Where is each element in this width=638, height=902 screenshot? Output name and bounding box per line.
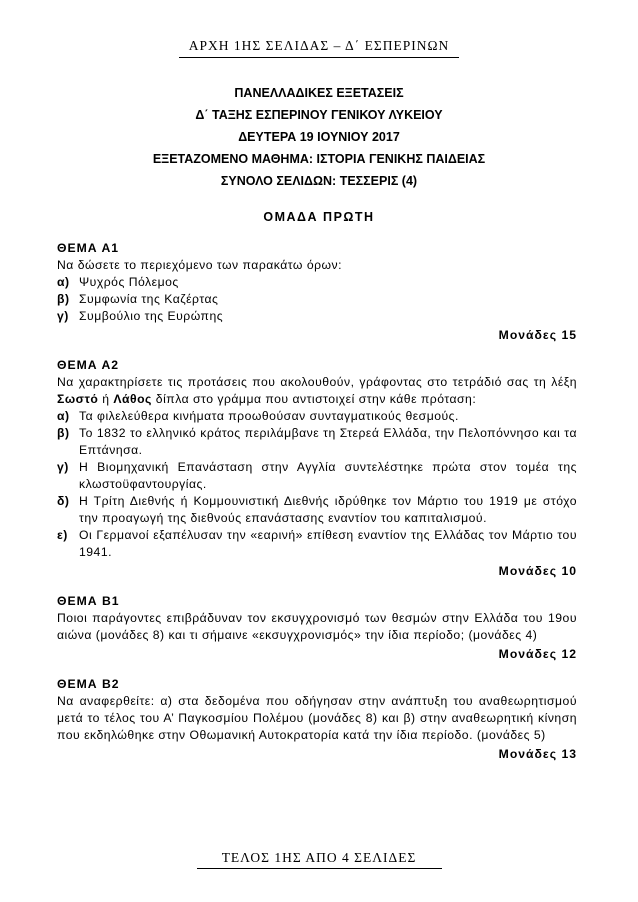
list-item xyxy=(57,527,577,561)
theme-text: Να αναφερθείτε: α) στα δεδομένα που οδήγησαν στην ανάπτυξη του αναθεωρητισμού μετά το τέλος του Α’ Παγκοσμίου Πολέμου (μονάδες 8) και β) στην αναθεωρητική κίνηση που εκδηλώθηκε στην Οθωμανική Αυτοκρατορία κατά την ίδια περίοδο. (μονάδες 5) xyxy=(57,694,577,742)
item-text: Συμφωνία της Καζέρτας xyxy=(79,292,219,306)
theme-text: Ποιοι παράγοντες επιβράδυναν τον εκσυγχρονισμό των θεσμών στην Ελλάδα του 19ου αιώνα (μονάδες 8) και τι σήμαινε «εκσυγχρονισμός» την ίδια περίοδο; (μονάδες 4) xyxy=(57,611,577,642)
list-item xyxy=(57,459,577,493)
theme-title: ΘΕΜΑ Α2 xyxy=(57,358,120,372)
word-true: Σωστό xyxy=(57,392,99,406)
header-rule xyxy=(179,57,459,58)
item-text: Το 1832 το ελληνικό κράτος περιλάμβανε τη Στερεά Ελλάδα, την Πελοπόννησο και τα Επτάνησα. xyxy=(79,426,577,457)
list-item xyxy=(57,408,577,425)
page-footer-text: ΤΕΛΟΣ 1ΗΣ ΑΠΟ 4 ΣΕΛΙΔΕΣ xyxy=(221,850,417,865)
intro-text: δίπλα στο γράμμα που αντιστοιχεί στην κάθε πρόταση: xyxy=(151,392,477,406)
theme-a2 xyxy=(57,357,577,581)
theme-b1 xyxy=(57,593,577,664)
footer-rule xyxy=(197,868,442,869)
page-header xyxy=(0,38,638,58)
exam-page-count: ΣΥΝΟΛΟ ΣΕΛΙΔΩΝ: ΤΕΣΣΕΡΙΣ (4) xyxy=(220,174,418,188)
exam-title-line: ΠΑΝΕΛΛΑΔΙΚΕΣ ΕΞΕΤΑΣΕΙΣ xyxy=(234,86,404,100)
item-label: γ) xyxy=(57,309,69,323)
theme-title: ΘΕΜΑ Β2 xyxy=(57,677,120,691)
theme-title: ΘΕΜΑ Β1 xyxy=(57,594,120,608)
item-label: ε) xyxy=(57,528,68,542)
item-text: Συμβούλιο της Ευρώπης xyxy=(79,309,224,323)
item-label: β) xyxy=(57,426,70,440)
theme-a1 xyxy=(57,240,577,345)
exam-title-line: Δ΄ ΤΑΞΗΣ ΕΣΠΕΡΙΝΟΥ ΓΕΝΙΚΟΥ ΛΥΚΕΙΟΥ xyxy=(195,108,443,122)
theme-b2 xyxy=(57,676,577,764)
theme-intro xyxy=(57,374,577,408)
group-title: ΟΜΑΔΑ ΠΡΩΤΗ xyxy=(263,210,375,224)
exam-subject: ΕΞΕΤΑΖΟΜΕΝΟ ΜΑΘΗΜΑ: ΙΣΤΟΡΙΑ ΓΕΝΙΚΗΣ ΠΑΙΔΕΙΑΣ xyxy=(152,152,486,166)
item-text: Τα φιλελεύθερα κινήματα προωθούσαν συνταγματικούς θεσμούς. xyxy=(79,409,459,423)
item-text: Ψυχρός Πόλεμος xyxy=(79,275,179,289)
list-item xyxy=(57,308,577,325)
marks-label: Μονάδες 12 xyxy=(498,647,577,661)
list-item xyxy=(57,425,577,459)
exam-title-block xyxy=(0,82,638,192)
item-text: Η Βιομηχανική Επανάσταση στην Αγγλία συντελέστηκε πρώτα στον τομέα της κλωστοϋφαντουργίας. xyxy=(79,460,577,491)
page-footer xyxy=(0,850,638,869)
list-item xyxy=(57,274,577,291)
exam-date: ΔΕΥΤΕΡΑ 19 ΙΟΥΝΙΟΥ 2017 xyxy=(238,130,400,144)
theme-intro: Να δώσετε το περιεχόμενο των παρακάτω όρων: xyxy=(57,258,343,272)
word-false: Λάθος xyxy=(113,392,152,406)
marks-label: Μονάδες 10 xyxy=(498,564,577,578)
item-label: γ) xyxy=(57,460,69,474)
item-label: α) xyxy=(57,409,70,423)
exam-content xyxy=(57,240,577,764)
item-label: δ) xyxy=(57,494,70,508)
intro-text: ή xyxy=(98,392,114,406)
list-item xyxy=(57,291,577,308)
item-text: Οι Γερμανοί εξαπέλυσαν την «εαρινή» επίθεση εναντίον της Ελλάδας τον Μάρτιο του 1941. xyxy=(79,528,577,559)
list-item xyxy=(57,493,577,527)
marks-label: Μονάδες 13 xyxy=(498,747,577,761)
intro-text: Να χαρακτηρίσετε τις προτάσεις που ακολουθούν, γράφοντας στο τετράδιό σας τη λέξη xyxy=(57,375,577,389)
page-header-text: ΑΡΧΗ 1ΗΣ ΣΕΛΙΔΑΣ – Δ΄ ΕΣΠΕΡΙΝΩΝ xyxy=(188,38,450,53)
item-label: α) xyxy=(57,275,70,289)
theme-title: ΘΕΜΑ Α1 xyxy=(57,241,120,255)
item-label: β) xyxy=(57,292,70,306)
item-text: Η Τρίτη Διεθνής ή Κομμουνιστική Διεθνής ιδρύθηκε τον Μάρτιο του 1919 με στόχο την προαγωγή της διεθνούς επανάστασης εναντίον του καπιταλισμού. xyxy=(79,494,577,525)
marks-label: Μονάδες 15 xyxy=(498,328,577,342)
